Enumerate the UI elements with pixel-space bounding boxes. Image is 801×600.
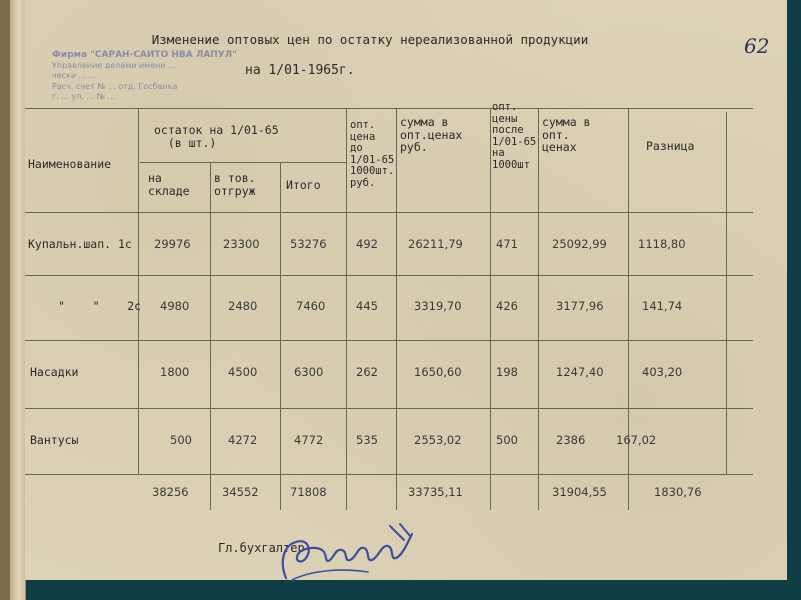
header-sum-after: сумма в опт. ценах	[542, 115, 591, 154]
row-price-after: 198	[496, 365, 518, 379]
row-price-before: 535	[356, 433, 378, 447]
row-total: 4772	[294, 433, 324, 447]
header-remainder: остаток на 1/01-65 (в шт.)	[154, 123, 279, 150]
row-total: 7460	[296, 299, 326, 313]
header-shipped: в тов. отгруж	[214, 171, 256, 198]
binding-edge	[0, 0, 10, 600]
total-total: 71808	[290, 485, 327, 499]
stamp-line: чески ... ...	[52, 71, 97, 80]
row-price-after: 500	[496, 433, 518, 447]
total-sum-after: 31904,55	[552, 485, 607, 499]
header-price-before: опт. цена до 1/01-65 1000шт. руб.	[350, 119, 395, 189]
total-sum-before: 33735,11	[408, 485, 463, 499]
header-total: Итого	[286, 178, 321, 192]
row-warehouse: 1800	[160, 365, 190, 379]
header-name: Наименование	[28, 157, 112, 171]
header-warehouse: на складе	[148, 171, 190, 198]
organization-stamp	[52, 50, 262, 103]
row-shipped: 23300	[223, 237, 260, 251]
page-number: 62	[744, 34, 770, 58]
row-warehouse: 29976	[154, 237, 191, 251]
total-difference: 1830,76	[654, 485, 702, 499]
row-warehouse: 4980	[160, 299, 190, 313]
row-sum-after: 2386	[556, 433, 586, 447]
row-shipped: 4272	[228, 433, 258, 447]
page-spine	[10, 0, 26, 600]
row-difference: 1118,80	[638, 237, 686, 251]
stamp-line: Расч. счет № ... отд. Госбанка	[52, 81, 178, 91]
stamp-line: Фирма "САРАН-САЙТО НВА ЛАПУЛ"	[52, 50, 237, 60]
header-difference: Разница	[646, 139, 695, 153]
header-price-after: опт. цены после 1/01-65 на 1000шт	[492, 101, 537, 171]
header-sum-before: сумма в опт.ценах руб.	[400, 115, 463, 154]
row-price-before: 262	[356, 365, 378, 379]
row-price-before: 445	[356, 299, 378, 313]
row-warehouse: 500	[170, 433, 192, 447]
total-shipped: 34552	[222, 485, 259, 499]
row-price-after: 426	[496, 299, 518, 313]
row-sum-after: 3177,96	[556, 299, 604, 313]
row-shipped: 4500	[228, 365, 258, 379]
row-total: 53276	[290, 237, 327, 251]
stamp-line: г. ... ул. ... № ...	[52, 92, 116, 101]
row-price-after: 471	[496, 237, 518, 251]
document-title: Изменение оптовых цен по остатку нереализованной продукции	[151, 32, 589, 47]
row-sum-before: 26211,79	[408, 237, 463, 251]
row-price-before: 492	[356, 237, 378, 251]
row-sum-after: 1247,40	[556, 365, 604, 379]
row-name: Насадки	[30, 365, 79, 379]
signature-scribble	[272, 520, 442, 586]
row-sum-before: 1650,60	[414, 365, 462, 379]
row-sum-after: 25092,99	[552, 237, 607, 251]
row-difference: 141,74	[642, 299, 683, 313]
row-sum-before: 2553,02	[414, 433, 462, 447]
row-shipped: 2480	[228, 299, 258, 313]
row-name: " " 2с	[58, 299, 142, 313]
document-date: на 1/01-1965г.	[245, 63, 355, 78]
signature-label: Гл.бухгалтер	[218, 541, 305, 555]
row-name: Купальн.шап. 1с	[28, 237, 132, 251]
row-sum-before: 3319,70	[414, 299, 462, 313]
row-difference: 167,02	[616, 433, 657, 447]
total-warehouse: 38256	[152, 485, 189, 499]
stamp-line: Управление делами имени ...	[52, 60, 176, 70]
row-name: Вантусы	[30, 433, 79, 447]
row-difference: 403,20	[642, 365, 683, 379]
row-total: 6300	[294, 365, 324, 379]
